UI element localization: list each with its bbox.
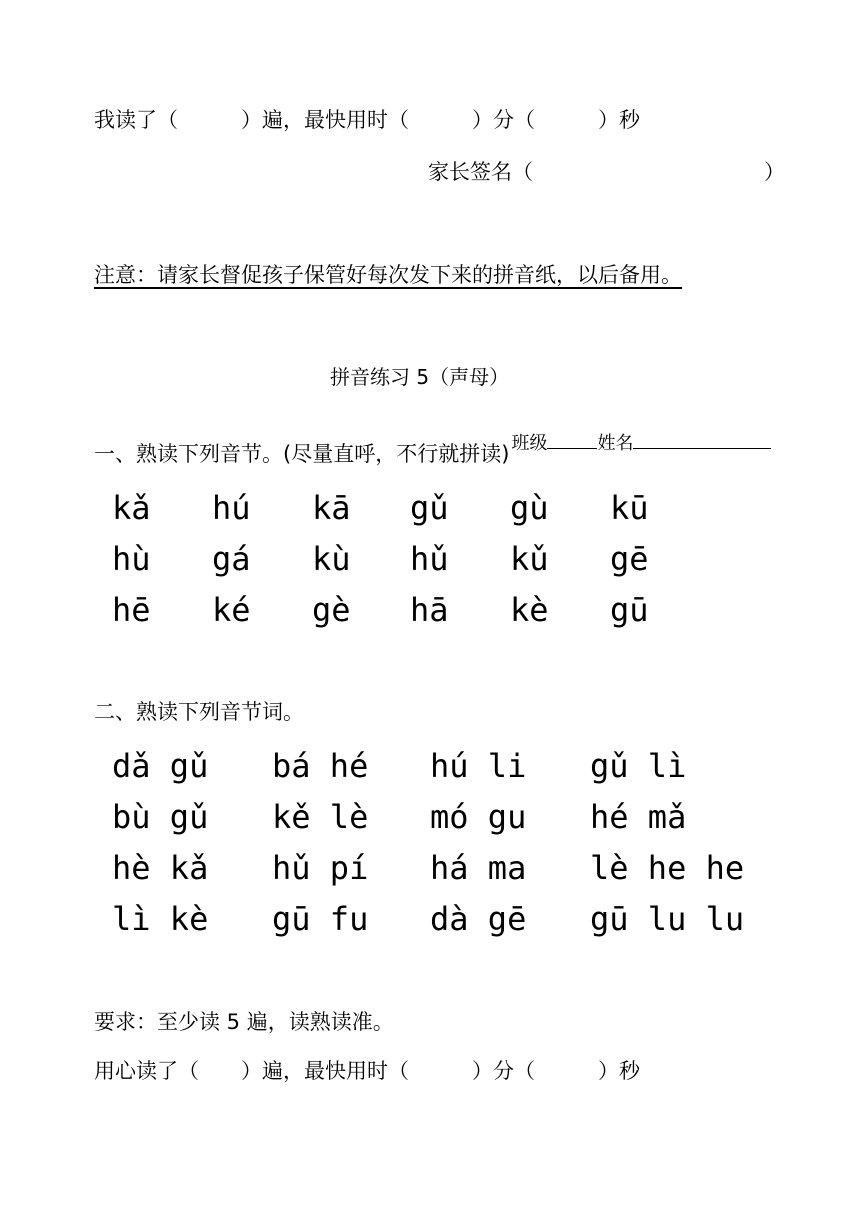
section-2-heading: 二、熟读下列音节词。 [94, 700, 304, 724]
bottom-reading-record: 用心读了（ ）遍，最快用时（ ）分（ ）秒 [94, 1059, 640, 1083]
syllable: kǎ [112, 489, 151, 527]
pinyin-word: hè kǎ [112, 849, 209, 887]
pinyin-word: dà gē [430, 900, 527, 938]
pinyin-word: mó gu [430, 798, 527, 836]
pinyin-word: dǎ gǔ [112, 747, 209, 785]
syllable: kù [312, 540, 351, 578]
syllable: hú [212, 489, 251, 527]
syllable: kǔ [510, 540, 549, 578]
syllable: gū [610, 591, 649, 629]
pinyin-word: hé mǎ [590, 798, 687, 836]
syllable: hā [410, 591, 449, 629]
pinyin-word: kě lè [272, 798, 369, 836]
syllable: kū [610, 489, 649, 527]
syllable: gǔ [410, 489, 449, 527]
pinyin-word: gū fu [272, 900, 369, 938]
pinyin-word: hú li [430, 747, 527, 785]
parent-notice: 注意：请家长督促孩子保管好每次发下来的拼音纸，以后备用。 [94, 263, 682, 287]
syllable: kè [510, 591, 549, 629]
name-blank[interactable] [633, 428, 771, 449]
name-label: 姓名 [597, 433, 634, 454]
syllable: gá [212, 540, 251, 578]
syllable: hù [112, 540, 151, 578]
syllable: gè [312, 591, 351, 629]
syllable: ké [212, 591, 251, 629]
pinyin-word: lè he he [590, 849, 745, 887]
syllable: hǔ [410, 540, 449, 578]
class-label: 班级 [511, 433, 548, 454]
section-1-heading: 一、熟读下列音节。(尽量直呼，不行就拼读) [94, 442, 510, 466]
pinyin-word: há ma [430, 849, 527, 887]
pinyin-word: hǔ pí [272, 849, 369, 887]
syllable: hē [112, 591, 151, 629]
pinyin-word: bù gǔ [112, 798, 209, 836]
exercise-title: 拼音练习 5（声母） [330, 365, 510, 389]
reading-requirement: 要求：至少读 5 遍，读熟读准。 [94, 1010, 394, 1034]
pinyin-word: bá hé [272, 747, 369, 785]
syllable: gē [610, 540, 649, 578]
reading-record-line: 我读了（ ）遍，最快用时（ ）分（ ）秒 [94, 108, 640, 132]
pinyin-word: gǔ lì [590, 747, 687, 785]
pinyin-word: lì kè [112, 900, 209, 938]
parent-signature-line: 家长签名（ ） [428, 160, 785, 184]
syllable: kā [312, 489, 351, 527]
class-name-line [500, 402, 771, 457]
syllable: gù [510, 489, 549, 527]
pinyin-word: gū lu lu [590, 900, 745, 938]
class-blank[interactable] [547, 428, 597, 449]
